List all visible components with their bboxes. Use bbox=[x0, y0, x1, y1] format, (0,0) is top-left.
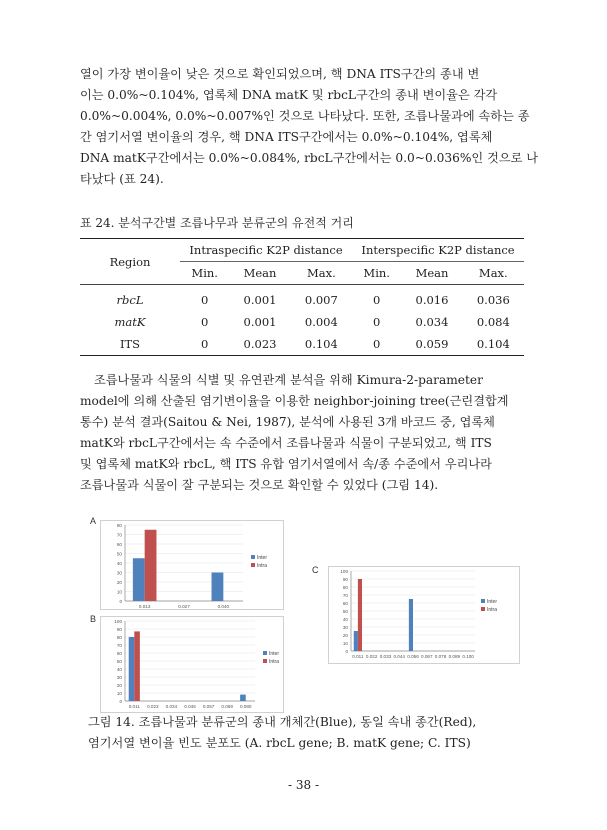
figure-caption bbox=[88, 712, 476, 754]
intra-header: Intraspecific K2P distance bbox=[180, 239, 352, 262]
text-line: 간 염기서열 변이율의 경우, 핵 DNA ITS구간에서는 0.0%~0.104%, 엽록체 bbox=[80, 130, 493, 144]
y-tick-label: 100 bbox=[340, 569, 348, 574]
y-tick-label: 60 bbox=[342, 601, 348, 606]
table-cell: 0.104 bbox=[291, 333, 352, 356]
region-header: Region bbox=[80, 239, 180, 285]
y-tick-label: 10 bbox=[342, 641, 348, 646]
sub-header: Mean bbox=[229, 262, 290, 285]
chart-panel-a bbox=[100, 520, 284, 610]
text-line: matK와 rbcL구간에서는 속 수준에서 조릅나물과 식물이 구분되었고, 핵 ITS bbox=[80, 436, 492, 450]
region-cell: matK bbox=[114, 315, 146, 329]
x-tick-label: 0.023 bbox=[147, 704, 159, 709]
y-tick-label: 20 bbox=[116, 580, 122, 585]
legend-label: Intra bbox=[487, 607, 498, 613]
table-cell: 0 bbox=[373, 315, 381, 329]
legend-swatch bbox=[263, 651, 267, 655]
text-line: 0.0%~0.004%, 0.0%~0.007%인 것으로 나타났다. 또한, 조릅나물과에 속하는 종 bbox=[80, 109, 530, 123]
sub-header: Min. bbox=[180, 262, 229, 285]
chart-b-svg bbox=[101, 617, 283, 712]
table-cell: 0.001 bbox=[243, 293, 277, 307]
table-cell: 0.059 bbox=[401, 333, 462, 356]
paragraph-1 bbox=[80, 64, 539, 190]
y-tick-label: 50 bbox=[116, 659, 122, 664]
y-tick-label: 40 bbox=[116, 561, 122, 566]
chart-panel-c bbox=[328, 566, 520, 664]
x-tick-label: 0.034 bbox=[165, 704, 178, 709]
x-tick-label: 0.067 bbox=[421, 654, 433, 659]
table-cell: 0.004 bbox=[304, 315, 338, 329]
chart-a-svg bbox=[101, 521, 283, 609]
x-tick-label: 0.089 bbox=[448, 654, 461, 659]
x-tick-label: 0.013 bbox=[138, 604, 151, 609]
sub-header: Min. bbox=[352, 262, 401, 285]
table-cell: 0.023 bbox=[229, 333, 290, 356]
y-tick-label: 60 bbox=[116, 651, 122, 656]
text-line: 및 엽록체 matK와 rbcL, 핵 ITS 유합 염기서열에서 속/종 수준에서 우리나라 bbox=[80, 457, 492, 471]
table-caption: 표 24. 분석구간별 조릅나무과 분류군의 유전적 거리 bbox=[80, 216, 354, 230]
x-tick-label: 0.057 bbox=[202, 704, 215, 709]
bar-inter bbox=[240, 695, 246, 701]
y-tick-label: 30 bbox=[116, 675, 122, 680]
y-tick-label: 90 bbox=[342, 577, 348, 582]
table-cell: 0.007 bbox=[304, 293, 338, 307]
x-tick-label: 0.080 bbox=[239, 704, 252, 709]
bar-inter bbox=[133, 558, 145, 601]
legend-swatch bbox=[251, 555, 255, 559]
bar-intra bbox=[358, 579, 362, 651]
y-tick-label: 30 bbox=[342, 625, 348, 630]
y-tick-label: 20 bbox=[342, 633, 348, 638]
y-tick-label: 70 bbox=[342, 593, 348, 598]
x-tick-label: 0.069 bbox=[221, 704, 233, 709]
chart-panel-b bbox=[100, 616, 284, 713]
legend-swatch bbox=[251, 563, 255, 567]
legend-label: Inter bbox=[257, 555, 268, 561]
panel-label-c: C bbox=[312, 565, 319, 575]
text-line: 이는 0.0%~0.104%, 엽록체 DNA matK 및 rbcL구간의 종내 변이율은 각각 bbox=[80, 88, 498, 102]
table-cell: 0 bbox=[352, 333, 401, 356]
panel-label-a: A bbox=[90, 516, 97, 526]
table-row bbox=[80, 285, 524, 312]
y-tick-label: 90 bbox=[116, 627, 122, 632]
bar-intra bbox=[134, 631, 140, 701]
text-line: DNA matK구간에서는 0.0%~0.084%, rbcL구간에서는 0.0~0.036%인 것으로 나 bbox=[80, 151, 539, 165]
x-tick-label: 0.033 bbox=[379, 654, 392, 659]
x-tick-label: 0.040 bbox=[217, 604, 230, 609]
x-tick-label: 0.027 bbox=[178, 604, 190, 609]
y-tick-label: 60 bbox=[116, 542, 122, 547]
legend-label: Intra bbox=[269, 659, 280, 665]
bar-inter bbox=[212, 573, 224, 602]
sub-header: Max. bbox=[463, 262, 524, 285]
y-tick-label: 40 bbox=[116, 667, 122, 672]
chart-c-svg bbox=[329, 567, 519, 663]
y-tick-label: 80 bbox=[342, 585, 348, 590]
y-tick-label: 0 bbox=[119, 699, 122, 704]
table-cell: 0.016 bbox=[415, 293, 449, 307]
x-tick-label: 0.022 bbox=[365, 654, 378, 659]
y-tick-label: 0 bbox=[119, 599, 122, 604]
y-tick-label: 70 bbox=[116, 532, 122, 538]
y-tick-label: 80 bbox=[116, 635, 122, 640]
text-line: 통수) 분석 결과(Saitou & Nei, 1987), 분석에 사용된 3개 바코드 중, 엽록체 bbox=[80, 415, 495, 429]
page-number: - 38 - bbox=[287, 778, 319, 792]
bar-intra bbox=[145, 530, 157, 601]
table-cell: 0 bbox=[373, 293, 381, 307]
figure-caption-line: 그림 14. 조릅나물과 분류군의 종내 개체간(Blue), 동일 속내 종간(Red), bbox=[88, 715, 477, 729]
table-cell: 0.104 bbox=[463, 333, 524, 356]
legend-swatch bbox=[481, 607, 485, 611]
table-cell: 0.084 bbox=[476, 315, 510, 329]
legend-swatch bbox=[263, 659, 267, 663]
table-cell: 0 bbox=[201, 293, 209, 307]
x-tick-label: 0.011 bbox=[352, 654, 364, 659]
text-line: model에 의해 산출된 염기변이율을 이용한 neighbor-joining tree(근린결합계 bbox=[80, 394, 509, 408]
paragraph-2 bbox=[80, 370, 530, 496]
y-tick-label: 70 bbox=[116, 643, 122, 648]
legend-swatch bbox=[481, 599, 485, 603]
x-tick-label: 0.100 bbox=[462, 654, 474, 659]
bar-inter bbox=[409, 599, 413, 651]
legend-label: Inter bbox=[269, 651, 280, 657]
x-tick-label: 0.011 bbox=[128, 704, 140, 709]
y-tick-label: 50 bbox=[116, 551, 122, 557]
table-cell: 0.001 bbox=[243, 315, 277, 329]
x-tick-label: 0.044 bbox=[393, 654, 405, 659]
text-line: 타났다 (표 24). bbox=[80, 172, 164, 186]
sub-header: Max. bbox=[291, 262, 352, 285]
text-line: 열이 가장 변이율이 낮은 것으로 확인되었으며, 핵 DNA ITS구간의 종내 변 bbox=[80, 67, 480, 81]
y-tick-label: 80 bbox=[116, 523, 122, 528]
x-tick-label: 0.078 bbox=[434, 654, 447, 659]
legend-label: Inter bbox=[487, 599, 498, 605]
table-cell: 0.034 bbox=[415, 315, 449, 329]
table-row bbox=[80, 333, 524, 356]
bar-inter bbox=[354, 631, 358, 651]
sub-header: Mean bbox=[401, 262, 462, 285]
y-tick-label: 50 bbox=[342, 609, 348, 614]
k2p-distance-table bbox=[80, 238, 524, 356]
y-tick-label: 10 bbox=[116, 589, 122, 595]
y-tick-label: 20 bbox=[116, 683, 122, 688]
panel-label-b: B bbox=[90, 614, 97, 624]
y-tick-label: 0 bbox=[345, 649, 348, 654]
y-tick-label: 30 bbox=[116, 570, 122, 576]
text-line: 조릅나물과 식물이 잘 구분되는 것으로 확인할 수 있었다 (그림 14). bbox=[80, 478, 439, 492]
y-tick-label: 10 bbox=[116, 691, 122, 696]
text-line: 조릅나물과 식물의 식별 및 유연관계 분석을 위해 Kimura-2-parameter bbox=[94, 373, 483, 387]
y-tick-label: 40 bbox=[342, 617, 348, 622]
region-cell: ITS bbox=[80, 333, 180, 356]
legend-label: Intra bbox=[257, 563, 268, 569]
x-tick-label: 0.056 bbox=[407, 654, 419, 659]
y-tick-label: 100 bbox=[114, 619, 122, 624]
inter-header: Interspecific K2P distance bbox=[352, 239, 524, 262]
table-cell: 0.036 bbox=[476, 293, 510, 307]
x-tick-label: 0.046 bbox=[184, 704, 196, 709]
table-row bbox=[80, 311, 524, 333]
bar-inter bbox=[129, 637, 135, 701]
region-cell: rbcL bbox=[116, 293, 144, 307]
table-cell: 0 bbox=[180, 333, 229, 356]
table-cell: 0 bbox=[201, 315, 209, 329]
figure-caption-line: 염기서열 변이율 빈도 분포도 (A. rbcL gene; B. matK gene; C. ITS) bbox=[88, 736, 471, 750]
